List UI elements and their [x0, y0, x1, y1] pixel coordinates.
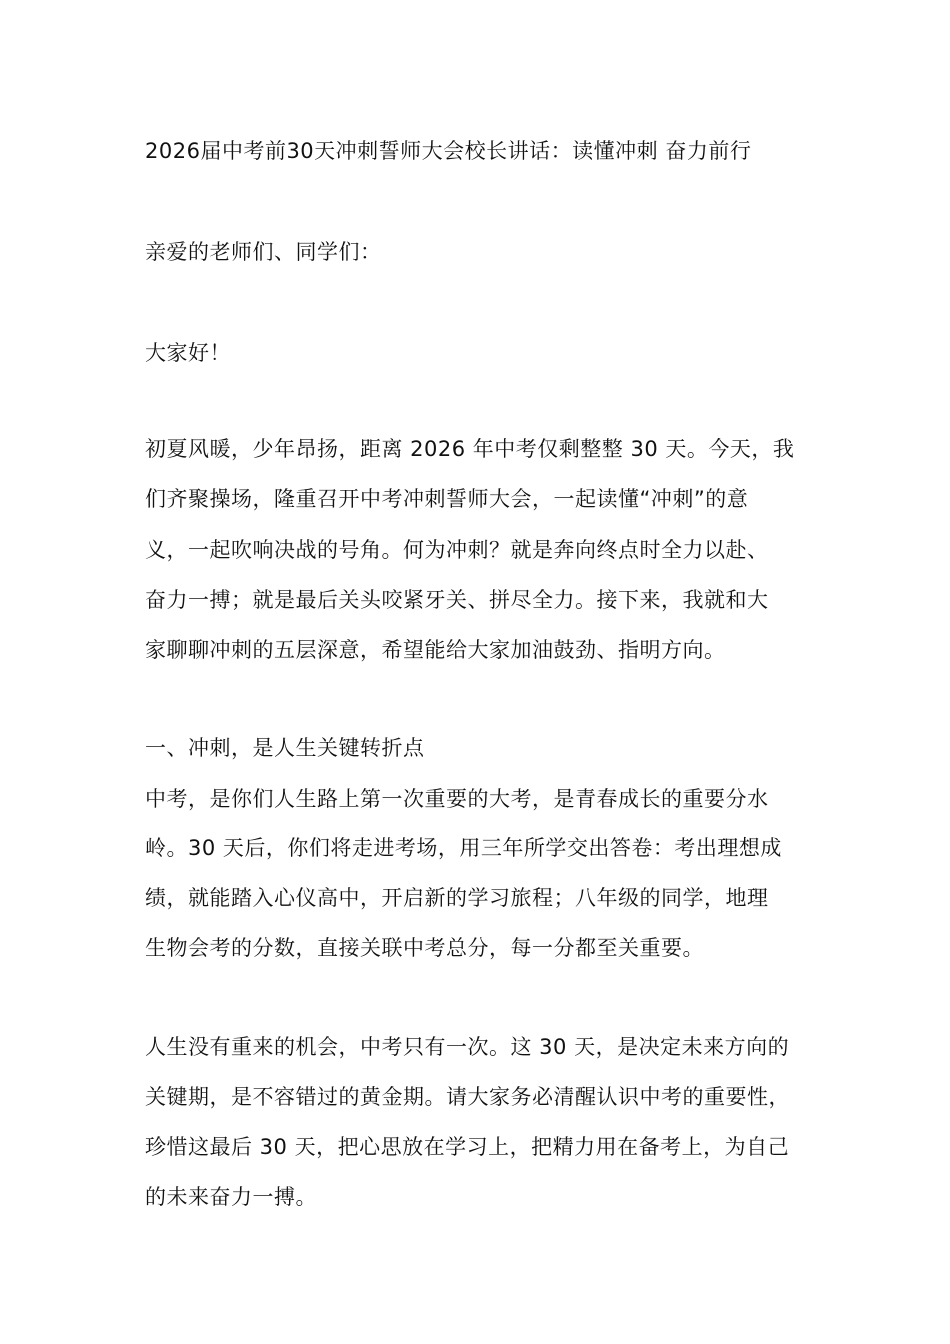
salutation: 亲爱的老师们、同学们： [145, 240, 382, 264]
document-title: 2026届中考前30天冲刺誓师大会校长讲话：读懂冲刺 奋力前行 [145, 139, 752, 163]
section-heading: 一、冲刺，是人生关键转折点 [145, 736, 425, 760]
paragraph-line: 中考，是你们人生路上第一次重要的大考，是青春成长的重要分水 [145, 787, 769, 811]
greeting: 大家好！ [145, 341, 231, 365]
paragraph-line: 生物会考的分数，直接关联中考总分，每一分都至关重要。 [145, 936, 704, 960]
paragraph-line: 珍惜这最后 30 天，把心思放在学习上，把精力用在备考上，为自己 [145, 1135, 790, 1159]
paragraph-line: 们齐聚操场，隆重召开中考冲刺誓师大会，一起读懂“冲刺”的意 [145, 487, 749, 511]
paragraph-line: 的未来奋力一搏。 [145, 1185, 317, 1209]
paragraph-line: 义，一起吹响决战的号角。何为冲刺？就是奔向终点时全力以赴、 [145, 538, 769, 562]
paragraph-line: 绩，就能踏入心仪高中，开启新的学习旅程；八年级的同学，地理 [145, 886, 769, 910]
paragraph-line: 奋力一搏；就是最后关头咬紧牙关、拼尽全力。接下来，我就和大 [145, 588, 769, 612]
paragraph-line: 人生没有重来的机会，中考只有一次。这 30 天，是决定未来方向的 [145, 1035, 790, 1059]
paragraph-line: 岭。30 天后，你们将走进考场，用三年所学交出答卷：考出理想成 [145, 836, 782, 860]
paragraph-line: 初夏风暖，少年昂扬，距离 2026 年中考仅剩整整 30 天。今天，我 [145, 437, 795, 461]
paragraph-line: 关键期，是不容错过的黄金期。请大家务必清醒认识中考的重要性， [145, 1085, 790, 1109]
paragraph-line: 家聊聊冲刺的五层深意，希望能给大家加油鼓劲、指明方向。 [145, 638, 726, 662]
